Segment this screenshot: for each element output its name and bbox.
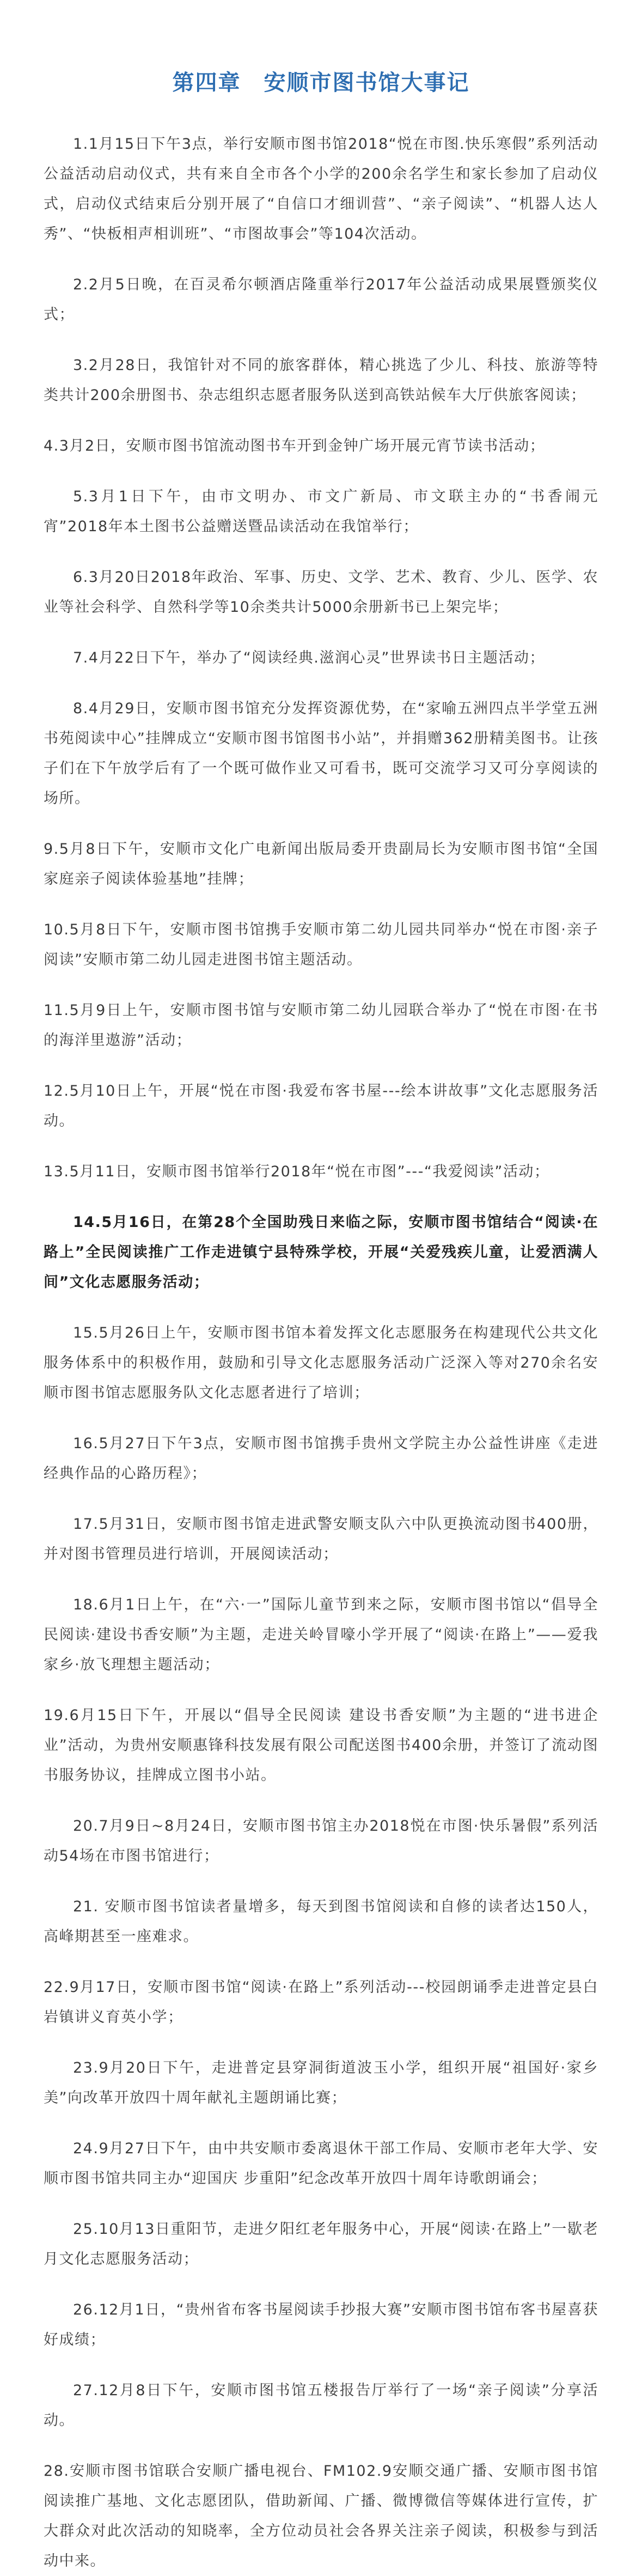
chronicle-list — [44, 129, 598, 2576]
chronicle-entry: 14.5月16日，在第28个全国助残日来临之际，安顺市图书馆结合“阅读·在路上”全民阅读推广工作走进镇宁县特殊学校，开展“关爱残疾儿童，让爱洒满人间”文化志愿服务活动； — [44, 1214, 598, 1291]
chronicle-entry: 1.1月15日下午3点，举行安顺市图书馆2018“悦在市图.快乐寒假”系列活动公益活动启动仪式，共有来自全市各个小学的200余名学生和家长参加了启动仪式，启动仪式结束后分别开展了“自信口才细训营”、“亲子阅读”、“机器人达人秀”、“快板相声相训班”、“市图故事会”等104次活动。 — [44, 136, 598, 242]
chronicle-entry: 28.安顺市图书馆联合安顺广播电视台、FM102.9安顺交通广播、安顺市图书馆阅读推广基地、文化志愿团队，借助新闻、广播、微博微信等媒体进行宣传，扩大群众对此次活动的知晓率，全方位动员社会各界关注亲子阅读，积极参与到活动中来。 — [44, 2463, 598, 2569]
chronicle-entry: 5.3月1日下午，由市文明办、市文广新局、市文联主办的“书香闹元宵”2018年本土图书公益赠送暨品读活动在我馆举行； — [44, 488, 598, 535]
chronicle-entry: 3.2月28日，我馆针对不同的旅客群体，精心挑选了少儿、科技、旅游等特类共计200余册图书、杂志组织志愿者服务队送到高铁站候车大厅供旅客阅读； — [44, 357, 598, 404]
chronicle-entry: 10.5月8日下午，安顺市图书馆携手安顺市第二幼儿园共同举办“悦在市图·亲子阅读”安顺市第二幼儿园走进图书馆主题活动。 — [44, 921, 598, 968]
chronicle-entry: 25.10月13日重阳节，走进夕阳红老年服务中心，开展“阅读·在路上”一歇老月文化志愿服务活动； — [44, 2221, 598, 2268]
chronicle-entry: 2.2月5日晚，在百灵希尔顿酒店隆重举行2017年公益活动成果展暨颁奖仪式； — [44, 276, 598, 323]
chronicle-entry: 6.3月20日2018年政治、军事、历史、文学、艺术、教育、少儿、医学、农业等社会科学、自然科学等10余类共计5000余册新书已上架完毕； — [44, 569, 598, 616]
chronicle-entry: 12.5月10日上午，开展“悦在市图·我爱布客书屋---绘本讲故事”文化志愿服务活动。 — [44, 1083, 598, 1129]
chronicle-entry: 18.6月1日上午，在“六·一”国际儿童节到来之际，安顺市图书馆以“倡导全民阅读·建设书香安顺”为主题，走进关岭冒嚎小学开展了“阅读·在路上”——爱我家乡·放飞理想主题活动； — [44, 1596, 598, 1673]
chronicle-entry: 4.3月2日，安顺市图书馆流动图书车开到金钟广场开展元宵节读书活动； — [44, 438, 546, 454]
chronicle-entry: 9.5月8日下午，安顺市文化广电新闻出版局委开贵副局长为安顺市图书馆“全国家庭亲子阅读体验基地”挂牌； — [44, 841, 598, 888]
chronicle-entry: 13.5月11日，安顺市图书馆举行2018年“悦在市图”---“我爱阅读”活动； — [44, 1163, 550, 1180]
chronicle-entry: 21. 安顺市图书馆读者量增多，每天到图书馆阅读和自修的读者达150人，高峰期甚至一座难求。 — [44, 1898, 598, 1945]
chronicle-entry: 7.4月22日下午，举办了“阅读经典.滋润心灵”世界读书日主题活动； — [73, 649, 545, 666]
chronicle-entry: 27.12月8日下午，安顺市图书馆五楼报告厅举行了一场“亲子阅读”分享活动。 — [44, 2382, 598, 2429]
chronicle-entry: 23.9月20日下午，走进普定县穿洞街道波玉小学，组织开展“祖国好·家乡美”向改革开放四十周年献礼主题朗诵比赛； — [44, 2059, 598, 2106]
chapter-title: 第四章 安顺市图书馆大事记 — [172, 70, 470, 95]
chronicle-entry: 11.5月9日上午，安顺市图书馆与安顺市第二幼儿园联合举办了“悦在市图·在书的海洋里遨游”活动； — [44, 1002, 598, 1049]
chronicle-entry: 15.5月26日上午，安顺市图书馆本着发挥文化志愿服务在构建现代公共文化服务体系中的积极作用，鼓励和引导文化志愿服务活动广泛深入等对270余名安顺市图书馆志愿服务队文化志愿者进行了培训； — [44, 1325, 598, 1401]
chronicle-entry: 17.5月31日，安顺市图书馆走进武警安顺支队六中队更换流动图书400册，并对图书管理员进行培训，开展阅读活动； — [44, 1516, 598, 1563]
chronicle-entry: 22.9月17日，安顺市图书馆“阅读·在路上”系列活动---校园朗诵季走进普定县白岩镇讲义育英小学； — [44, 1979, 598, 2026]
chronicle-entry: 24.9月27日下午，由中共安顺市委离退休干部工作局、安顺市老年大学、安顺市图书馆共同主办“迎国庆 步重阳”纪念改革开放四十周年诗歌朗诵会； — [44, 2140, 598, 2187]
chronicle-entry: 8.4月29日，安顺市图书馆充分发挥资源优势，在“家喻五洲四点半学堂五洲书苑阅读中心”挂牌成立“安顺市图书馆图书小站”，并捐赠362册精美图书。让孩子们在下午放学后有了一个既可做作业又可看书，既可交流学习又可分享阅读的场所。 — [44, 700, 598, 807]
chronicle-entry: 20.7月9日~8月24日，安顺市图书馆主办2018悦在市图·快乐暑假”系列活动54场在市图书馆进行； — [44, 1818, 598, 1864]
chronicle-entry: 26.12月1日，“贵州省布客书屋阅读手抄报大赛”安顺市图书馆布客书屋喜获好成绩； — [44, 2301, 598, 2348]
chronicle-entry: 16.5月27日下午3点，安顺市图书馆携手贵州文学院主办公益性讲座《走进经典作品的心路历程》； — [44, 1435, 598, 1482]
chronicle-entry: 19.6月15日下午，开展以“倡导全民阅读 建设书香安顺”为主题的“进书进企业”活动，为贵州安顺惠锋科技发展有限公司配送图书400余册，并签订了流动图书服务协议，挂牌成立图书小站。 — [44, 1707, 598, 1784]
